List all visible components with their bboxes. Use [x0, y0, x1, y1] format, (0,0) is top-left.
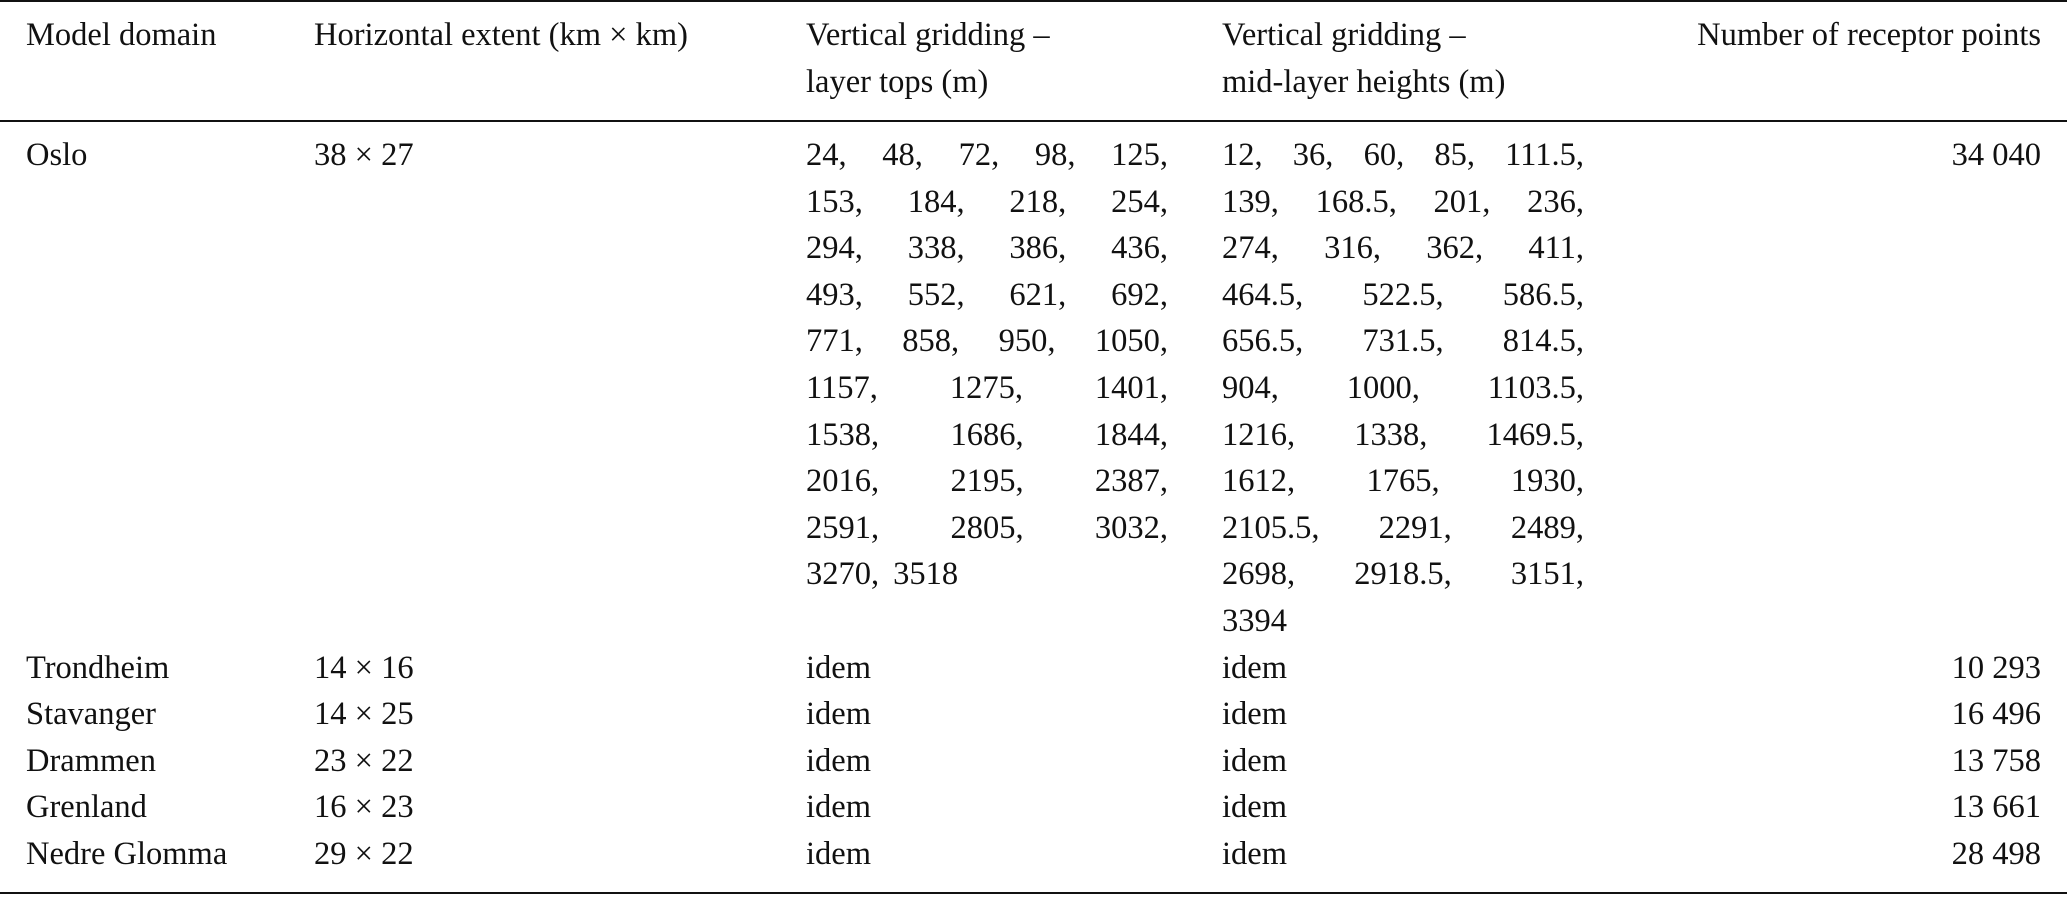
layer-top-value: 338, [907, 230, 965, 267]
mid-layer-height-line [1222, 179, 1584, 226]
layer-top-value: 2591, [806, 509, 880, 546]
row-receptors: 10 293 [1951, 649, 2041, 686]
mid-layer-height-value: 274, [1222, 230, 1279, 267]
mid-layer-height-line [1222, 225, 1584, 272]
header-mid-layer-line2: mid-layer heights (m) [1222, 63, 1506, 100]
layer-top-value: 125, [1111, 137, 1168, 173]
layer-top-value: 771, [806, 323, 863, 360]
row-mid-layer-heights: idem [1222, 742, 1287, 779]
mid-layer-height-value: 168.5, [1315, 183, 1397, 220]
header-mid-layer-line1: Vertical gridding – [1222, 17, 1466, 53]
layer-top-value: 621, [1009, 276, 1067, 313]
row-extent: 16 × 23 [314, 789, 414, 826]
mid-layer-height-value: 85, [1434, 137, 1475, 173]
layer-top-line [806, 179, 1168, 226]
row-layer-tops: idem [806, 836, 871, 872]
bottom-rule [0, 892, 2067, 894]
mid-layer-height-value: 2291, [1378, 509, 1452, 546]
row-domain: Grenland [26, 789, 147, 826]
layer-top-value: 153, [806, 183, 863, 220]
row-domain: Nedre Glomma [26, 836, 228, 872]
header-layer-tops [806, 12, 1168, 105]
mid-layer-height-value: 60, [1363, 137, 1405, 173]
mid-layer-height-value: 1612, [1222, 463, 1296, 500]
layer-top-value: 254, [1111, 183, 1168, 220]
layer-top-value: 1050, [1094, 323, 1168, 360]
mid-layer-height-line [1222, 412, 1584, 459]
layer-top-line [806, 318, 1168, 365]
row-domain: Trondheim [26, 649, 170, 686]
layer-top-value: 2805, [950, 509, 1024, 546]
mid-layer-height-line [1222, 505, 1584, 552]
layer-top-value: 1401, [1094, 369, 1168, 406]
row-mid-layer-heights: idem [1222, 649, 1287, 686]
mid-layer-height-value: 1000, [1346, 369, 1420, 406]
layer-top-value: 184, [907, 183, 965, 220]
mid-layer-height-value: 731.5, [1362, 323, 1444, 360]
mid-layer-height-value: 904, [1222, 369, 1279, 406]
layer-top-value: 3270, [806, 556, 880, 593]
row-mid-layer-heights: idem [1222, 789, 1287, 826]
layer-top-value: 218, [1009, 183, 1067, 220]
mid-layer-height-value: 522.5, [1362, 276, 1444, 313]
mid-layer-height-value: 1469.5, [1486, 416, 1584, 453]
layer-top-value: 72, [958, 137, 1000, 173]
layer-top-value: 24, [806, 137, 847, 173]
mid-layer-height-value: 3151, [1510, 556, 1584, 593]
mid-layer-height-value: 464.5, [1222, 276, 1304, 313]
layer-top-line [806, 551, 1168, 598]
layer-top-line [806, 272, 1168, 319]
header-layer-tops-line2: layer tops (m) [806, 63, 989, 100]
mid-layer-height-value: 1216, [1222, 416, 1296, 453]
mid-layer-height-line [1222, 598, 1584, 645]
layer-top-value: 436, [1111, 230, 1168, 267]
row-extent: 23 × 22 [314, 742, 414, 779]
layer-top-line [806, 365, 1168, 412]
mid-layer-height-value: 3394 [1222, 602, 1287, 639]
header-receptor-points: Number of receptor points [1697, 17, 2041, 53]
mid-layer-height-value: 2698, [1222, 556, 1296, 593]
layer-top-value: 552, [907, 276, 965, 313]
row-extent: 29 × 22 [314, 836, 414, 872]
mid-layer-height-value: 12, [1222, 137, 1263, 173]
row-extent: 14 × 16 [314, 649, 414, 686]
row-domain: Stavanger [26, 696, 156, 733]
layer-top-value: 1275, [949, 369, 1023, 406]
row-layer-tops: idem [806, 649, 871, 686]
layer-top-value: 386, [1009, 230, 1067, 267]
mid-layer-height-value: 111.5, [1505, 137, 1584, 173]
row-receptors: 28 498 [1951, 836, 2041, 872]
row-layer-tops: idem [806, 696, 871, 733]
mid-layer-height-line [1222, 551, 1584, 598]
row-receptors: 13 758 [1951, 742, 2041, 779]
mid-layer-height-value: 236, [1527, 183, 1584, 220]
layer-top-value: 1686, [950, 416, 1024, 453]
layer-top-value: 294, [806, 230, 863, 267]
layer-top-value: 1844, [1094, 416, 1168, 453]
mid-layer-height-value: 139, [1222, 183, 1279, 220]
mid-layer-height-value: 1103.5, [1487, 369, 1584, 406]
mid-layer-height-value: 201, [1433, 183, 1491, 220]
layer-top-value: 1157, [806, 369, 878, 406]
layer-top-value: 98, [1034, 137, 1076, 173]
layer-top-line [806, 132, 1168, 179]
mid-layer-height-value: 1930, [1510, 463, 1584, 500]
mid-layer-height-value: 1338, [1354, 416, 1428, 453]
mid-layer-height-line [1222, 318, 1584, 365]
layer-top-line [806, 225, 1168, 272]
mid-layer-height-value: 36, [1292, 137, 1334, 173]
mid-layer-height-line [1222, 365, 1584, 412]
mid-layer-height-value: 2105.5, [1222, 509, 1320, 546]
oslo-receptors: 34 040 [1951, 137, 2041, 173]
mid-layer-height-line [1222, 272, 1584, 319]
layer-top-value: 2387, [1094, 463, 1168, 500]
row-extent: 14 × 25 [314, 696, 414, 733]
layer-top-line [806, 412, 1168, 459]
row-layer-tops: idem [806, 789, 871, 826]
header-horizontal-extent: Horizontal extent (km × km) [314, 17, 688, 53]
top-rule [0, 0, 2067, 2]
oslo-domain: Oslo [26, 137, 88, 173]
mid-layer-height-value: 1765, [1366, 463, 1440, 500]
mid-layer-height-value: 656.5, [1222, 323, 1304, 360]
mid-layer-height-line [1222, 458, 1584, 505]
row-domain: Drammen [26, 742, 156, 779]
row-mid-layer-heights: idem [1222, 836, 1287, 872]
oslo-layer-tops [806, 132, 1168, 598]
oslo-mid-layer-heights [1222, 132, 1584, 645]
layer-top-value: 1538, [806, 416, 880, 453]
mid-layer-height-value: 316, [1324, 230, 1381, 267]
mid-layer-height-line [1222, 132, 1584, 179]
row-mid-layer-heights: idem [1222, 696, 1287, 733]
layer-top-value: 692, [1111, 276, 1168, 313]
layer-top-value: 493, [806, 276, 863, 313]
layer-top-value: 3518 [893, 556, 959, 593]
header-layer-tops-line1: Vertical gridding – [806, 17, 1050, 53]
mid-layer-height-value: 2489, [1510, 509, 1584, 546]
layer-top-line [806, 505, 1168, 552]
mid-layer-height-value: 411, [1528, 230, 1584, 267]
mid-layer-height-value: 2918.5, [1354, 556, 1452, 593]
header-model-domain: Model domain [26, 17, 217, 53]
layer-top-value: 858, [902, 323, 960, 360]
header-rule [0, 120, 2067, 122]
layer-top-value: 950, [998, 323, 1056, 360]
mid-layer-height-value: 586.5, [1502, 276, 1584, 313]
layer-top-value: 2195, [950, 463, 1024, 500]
layer-top-line [806, 458, 1168, 505]
row-receptors: 16 496 [1951, 696, 2041, 733]
layer-top-value: 3032, [1094, 509, 1168, 546]
layer-top-value: 2016, [806, 463, 880, 500]
oslo-extent: 38 × 27 [314, 137, 414, 173]
mid-layer-height-value: 814.5, [1502, 323, 1584, 360]
row-receptors: 13 661 [1951, 789, 2041, 826]
header-mid-layer-heights [1222, 12, 1584, 105]
mid-layer-height-value: 362, [1426, 230, 1484, 267]
layer-top-value: 48, [882, 137, 923, 173]
row-layer-tops: idem [806, 742, 871, 779]
